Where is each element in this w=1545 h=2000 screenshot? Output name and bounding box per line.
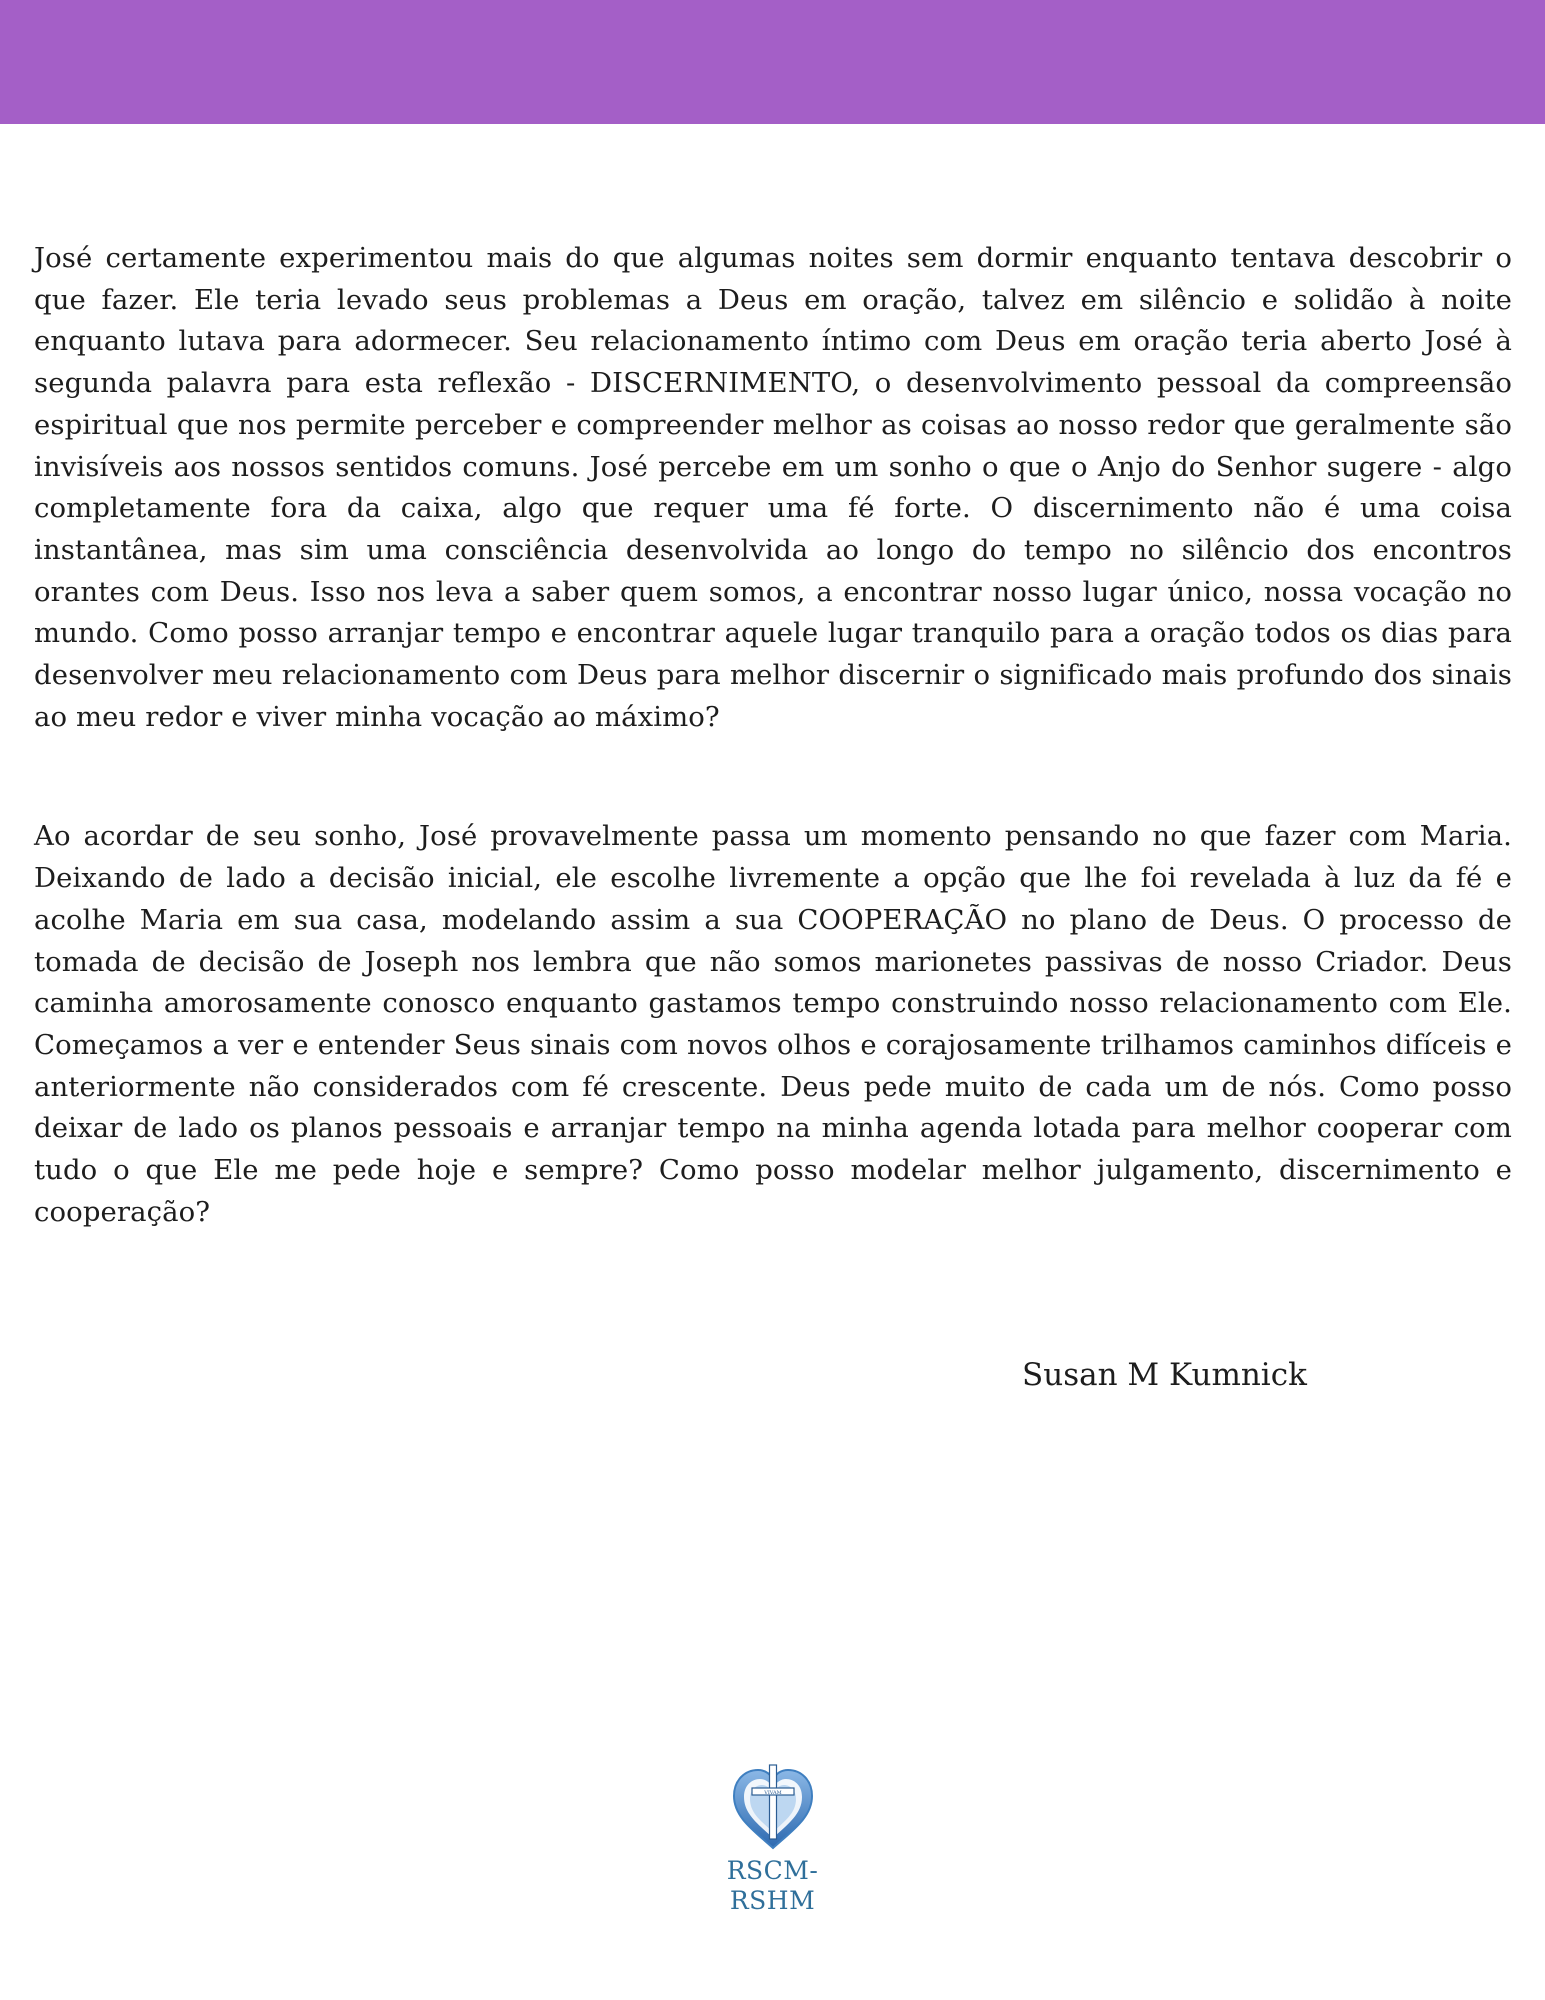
organization-logo xyxy=(690,1762,855,1916)
paragraph-cooperation: Ao acordar de seu sonho, José provavelmente passa um momento pensando no que fazer com Maria. Deixando de lado a decisão inicial, ele escolhe livremente a opção que lhe foi revelada à luz da fé e acolhe Maria em sua casa, modelando assim a sua COOPERAÇÃO no plano de Deus. O processo de tomada de decisão de Joseph nos lembra que não somos marionetes passivas de nosso Criador. Deus caminha amorosamente conosco enquanto gastamos tempo construindo nosso relacionamento com Ele. Começamos a ver e entender Seus sinais com novos olhos e corajosamente trilhamos caminhos difíceis e anteriormente não considerados com fé crescente. Deus pede muito de cada um de nós. Como posso deixar de lado os planos pessoais e arranjar tempo na minha agenda lotada para melhor cooperar com tudo o que Ele me pede hoje e sempre? Como posso modelar melhor julgamento, discernimento e cooperação? xyxy=(34,820,1512,1228)
paragraph-discernment: José certamente experimentou mais do que algumas noites sem dormir enquanto tentava descobrir o que fazer. Ele teria levado seus problemas a Deus em oração, talvez em silêncio e solidão à noite enquanto lutava para adormecer. Seu relacionamento íntimo com Deus em oração teria aberto José à segunda palavra para esta reflexão - DISCERNIMENTO, o desenvolvimento pessoal da compreensão espiritual que nos permite perceber e compreender melhor as coisas ao nosso redor que geralmente são invisíveis aos nossos sentidos comuns. José percebe em um sonho o que o Anjo do Senhor sugere - algo completamente fora da caixa, algo que requer uma fé forte. O discernimento não é uma coisa instantânea, mas sim uma consciência desenvolvida ao longo do tempo no silêncio dos encontros orantes com Deus. Isso nos leva a saber quem somos, a encontrar nosso lugar único, nossa vocação no mundo. Como posso arranjar tempo e encontrar aquele lugar tranquilo para a oração todos os dias para desenvolver meu relacionamento com Deus para melhor discernir o significado mais profundo dos sinais ao meu redor e viver minha vocação ao máximo? xyxy=(34,242,1512,733)
heart-cross-logo-icon xyxy=(728,1762,818,1854)
author-signature: Susan M Kumnick xyxy=(1022,1357,1307,1393)
document-body xyxy=(34,238,1512,1233)
organization-name: RSCM-RSHM xyxy=(726,1856,819,1915)
svg-text:VIVAM: VIVAM xyxy=(763,1790,782,1796)
header-band xyxy=(0,0,1545,124)
